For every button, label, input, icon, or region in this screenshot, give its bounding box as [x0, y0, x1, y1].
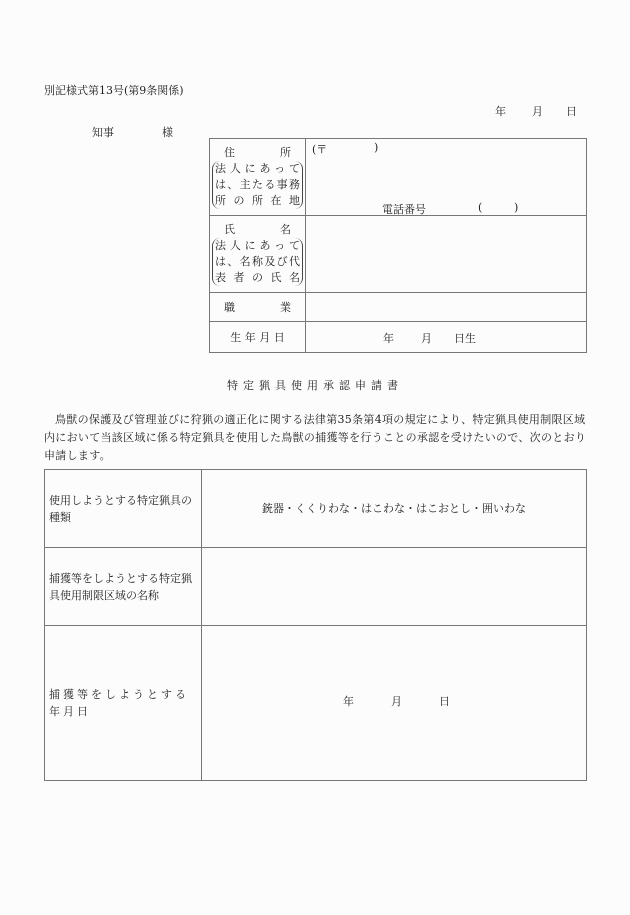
birthdate-row — [210, 322, 587, 353]
name-note — [212, 238, 303, 286]
area-name-label: 捕獲等をしようとする特定猟具使用制限区域の名称 — [45, 548, 202, 626]
address-note-line: 法人にあって — [215, 162, 300, 175]
date-month: 月 — [532, 105, 543, 118]
occupation-label-a: 職 — [224, 301, 235, 314]
tool-type-row — [45, 470, 587, 548]
address-field[interactable] — [306, 139, 587, 216]
area-name-value[interactable] — [202, 548, 587, 626]
name-note-line: は、名称及び代 — [215, 255, 300, 268]
capture-date-label: 捕獲等をしようとする年月日 — [45, 626, 202, 781]
occupation-label-b: 業 — [280, 301, 291, 314]
postal-close: ) — [374, 141, 379, 154]
applicant-table — [209, 138, 587, 353]
birthdate-label: 生 年 月 日 — [210, 322, 306, 353]
birth-month: 月 — [421, 332, 432, 345]
date-year: 年 — [495, 105, 506, 118]
birthdate-field[interactable] — [306, 322, 587, 353]
details-table — [44, 469, 587, 781]
addressee: 知事 — [92, 126, 114, 139]
postal-open: (〒 — [312, 143, 328, 156]
occupation-label-cell — [210, 293, 306, 322]
birth-day: 日生 — [454, 332, 476, 345]
address-note-line: 所の所在地 — [215, 194, 300, 207]
occupation-row — [210, 293, 587, 322]
name-row — [210, 216, 587, 293]
birth-year: 年 — [383, 332, 394, 345]
name-label-a: 氏 — [224, 223, 235, 236]
name-field[interactable] — [306, 216, 587, 293]
name-label-cell — [210, 216, 306, 293]
address-label-a: 住 — [224, 146, 235, 159]
honorific: 様 — [162, 126, 173, 139]
address-note — [212, 161, 303, 209]
address-label-b: 所 — [280, 146, 291, 159]
phone-close: ) — [514, 201, 519, 214]
name-label-b: 名 — [280, 223, 291, 236]
capture-year: 年 — [343, 695, 354, 708]
address-note-line: は、主たる事務 — [215, 178, 300, 191]
tool-type-label: 使用しようとする特定猟具の種類 — [45, 470, 202, 548]
phone-open: ( — [478, 201, 483, 214]
date-day: 日 — [566, 105, 577, 118]
form-number: 別記様式第13号(第9条関係) — [44, 84, 184, 97]
application-statement-text: 鳥獣の保護及び管理並びに狩猟の適正化に関する法律第35条第4項の規定により、特定猟具使用制限区域内において当該区域に係る特定猟具を使用した鳥獣の捕獲等を行うことの承認を受けたいので、次のとおり申請します。 — [44, 413, 587, 462]
application-statement — [44, 411, 589, 465]
document-title: 特定猟具使用承認申請書 — [227, 379, 403, 392]
phone-label: 電話番号 — [382, 203, 426, 216]
capture-date-value[interactable] — [202, 626, 587, 781]
capture-day: 日 — [439, 695, 450, 708]
name-note-line: 法人にあって — [215, 239, 300, 252]
area-name-row — [45, 548, 587, 626]
address-row — [210, 139, 587, 216]
tool-type-value[interactable]: 銃器・くくりわな・はこわな・はこおとし・囲いわな — [202, 470, 587, 548]
name-note-line: 表者の氏名 — [215, 271, 300, 284]
occupation-field[interactable] — [306, 293, 587, 322]
capture-month: 月 — [391, 695, 402, 708]
address-label-cell — [210, 139, 306, 216]
capture-date-row — [45, 626, 587, 781]
